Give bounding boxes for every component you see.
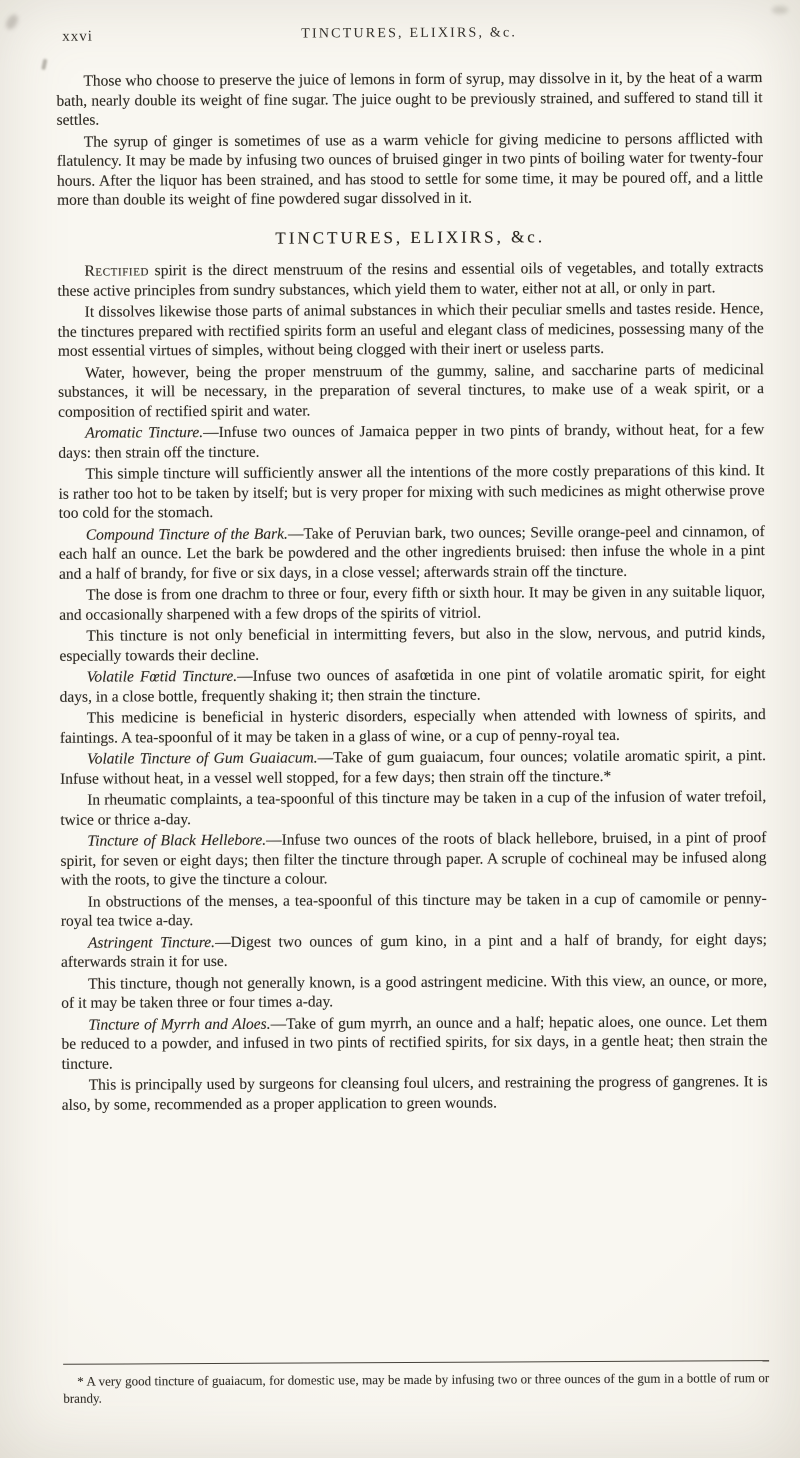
page-number: xxvi — [62, 28, 93, 45]
paragraph-text: —Infuse two ounces of Jamaica pepper in two pints of brandy, without heat, for a few days: then strain off the tincture. — [58, 421, 765, 462]
paragraph-text: —Digest two ounces of gum kino, in a pint and a half of brandy, for eight days; afterwards strain it for use. — [60, 930, 767, 971]
paragraph: Water, however, being the proper menstruum of the gummy, saline, and saccharine parts of medicinal substances, it will be necessary, in the preparation of several tinctures, to make use of a weak spirit, or a composition of rectified spirit and water. — [58, 360, 765, 421]
paragraph-volatile-foetid-tincture — [59, 664, 765, 707]
paragraph: In obstructions of the menses, a tea-spoonful of this tincture may be taken in a cup of camomile or penny-royal tea twice a-day. — [60, 889, 767, 930]
paragraph-compound-tincture-bark — [59, 522, 765, 584]
paragraph: The dose is from one drachm to three or four, every fifth or sixth hour. It may be given in any suitable liquor, and occasionally sharpened with a few drops of the spirits of vitriol. — [59, 583, 766, 624]
paragraph-text: —Infuse two ounces of asafœtida in one pint of volatile aromatic spirit, for eight days, in a close bottle, frequently shaking it; then strain the tincture. — [59, 665, 766, 706]
paragraph: In rheumatic complaints, a tea-spoonful of this tincture may be taken in a cup of the infusion of water trefoil, twice or thrice a-day. — [60, 788, 767, 829]
paragraph-tincture-gum-guaiacum — [60, 746, 766, 789]
footnote-area — [63, 1360, 769, 1407]
tincture-name: Compound Tincture of the Bark. — [85, 525, 288, 544]
paragraph: This is principally used by surgeons for cleansing foul ulcers, and restraining the progress of gangrenes. It is also, by some, recommended as a proper application to green wounds. — [61, 1073, 768, 1114]
footnote — [63, 1370, 769, 1407]
tincture-name: Astringent Tincture. — [87, 933, 216, 952]
tincture-name: Tincture of Black Hellebore. — [87, 831, 267, 850]
paragraph: This simple tincture will sufficiently answer all the intentions of the more costly preparations of this kind. It is rather too hot to be taken by itself; but is very proper for mixing with such medicines as might otherwise prove too cold for the stomach. — [58, 462, 765, 522]
paragraph-aromatic-tincture — [58, 420, 764, 463]
footnote-text: A very good tincture of guaiacum, for domestic use, may be made by infusing two or three ounces of the gum in a bottle of rum or brandy. — [63, 1370, 770, 1406]
paragraph-tincture-black-hellebore — [60, 828, 766, 890]
running-header — [56, 24, 762, 48]
paragraph-text: —Take of Peruvian bark, two ounces; Seville orange-peel and cinnamon, of each half an ounce. Let the bark be powdered and the other ingredients bruised: then infuse the whole in a pint and a half of brandy, for five or six days, in a close vessel; afterwards strain off the tincture. — [58, 522, 765, 583]
tincture-name: Aromatic Tincture. — [85, 424, 204, 442]
paragraph-rectified-spirit — [57, 258, 763, 301]
paragraph: It dissolves likewise those parts of animal substances in which their peculiar smells and tastes reside. Hence, the tinctures prepared with rectified spirits form an useful and elegant class of medicines, possessing many of the most essential virtues of simples, without being clogged with their inert or useless parts. — [57, 300, 764, 360]
section-heading: TINCTURES, ELIXIRS, &c. — [275, 226, 546, 248]
paragraph: This tincture, though not generally known, is a good astringent medicine. With this view, an ounce, or more, of it may be taken three or four times a-day. — [61, 971, 768, 1012]
footnote-marker: * — [77, 1373, 84, 1389]
lead-word: Rectified — [84, 262, 150, 280]
footnote-rule — [63, 1360, 769, 1365]
scan-smudge-icon — [41, 59, 47, 71]
paragraph-text: —Infuse two ounces of the roots of black hellebore, bruised, in a pint of proof spirit, for seven or eight days; then filter the tincture through paper. A scruple of cochineal may be infused along with the roots, to give the tincture a colour. — [60, 829, 767, 889]
tincture-name: Tincture of Myrrh and Aloes. — [88, 1015, 271, 1034]
paragraph-text: —Take of gum myrrh, an ounce and a half; hepatic aloes, one ounce. Let them be reduced to a powder, and infused in two pints of rectified spirits, for six days, in a gentle heat; then strain the tincture. — [61, 1012, 768, 1073]
paragraph-lemon-syrup: Those who choose to preserve the juice of lemons in form of syrup, may dissolve in it, by the heat of a warm bath, nearly double its weight of fine sugar. The juice ought to be previously strained, and suffered to stand till it settles. — [56, 69, 763, 129]
paragraph-ginger-syrup: The syrup of ginger is sometimes of use as a warm vehicle for giving medicine to persons afflicted with flatulency. It may be made by infusing two ounces of bruised ginger in two pints of boiling water for twenty-four hours. After the liquor has been strained, and has stood to settle for some time, it may be poured off, and a little more than double its weight of fine powdered sugar dissolved in it. — [56, 129, 763, 209]
running-title: TINCTURES, ELIXIRS, &c. — [301, 25, 518, 42]
paragraph-tincture-myrrh-aloes — [61, 1012, 767, 1074]
paragraph: This medicine is beneficial in hysteric disorders, especially when attended with lowness of spirits, and faintings. A tea-spoonful of it may be taken in a glass of wine, or a cup of penny-royal tea. — [59, 706, 766, 747]
paragraph-astringent-tincture — [61, 930, 767, 973]
page-body — [56, 68, 767, 1115]
paragraph-text: spirit is the direct menstruum of the resins and essential oils of vegetables, and totally extracts these active principles from sundry substances, which yield them to water, either not at all, or only in part. — [57, 259, 764, 300]
tincture-name: Volatile Fœtid Tincture. — [86, 667, 238, 686]
paragraph-text: —Take of gum guaiacum, four ounces; volatile aromatic spirit, a pint. Infuse without heat, in a vessel well stopped, for a few days; then strain off the tincture.* — [60, 747, 766, 788]
tincture-name: Volatile Tincture of Gum Guaiacum. — [86, 749, 318, 768]
paragraph: This tincture is not only beneficial in intermitting fevers, but also in the slow, nervous, and putrid kinds, especially towards their decline. — [59, 624, 766, 665]
